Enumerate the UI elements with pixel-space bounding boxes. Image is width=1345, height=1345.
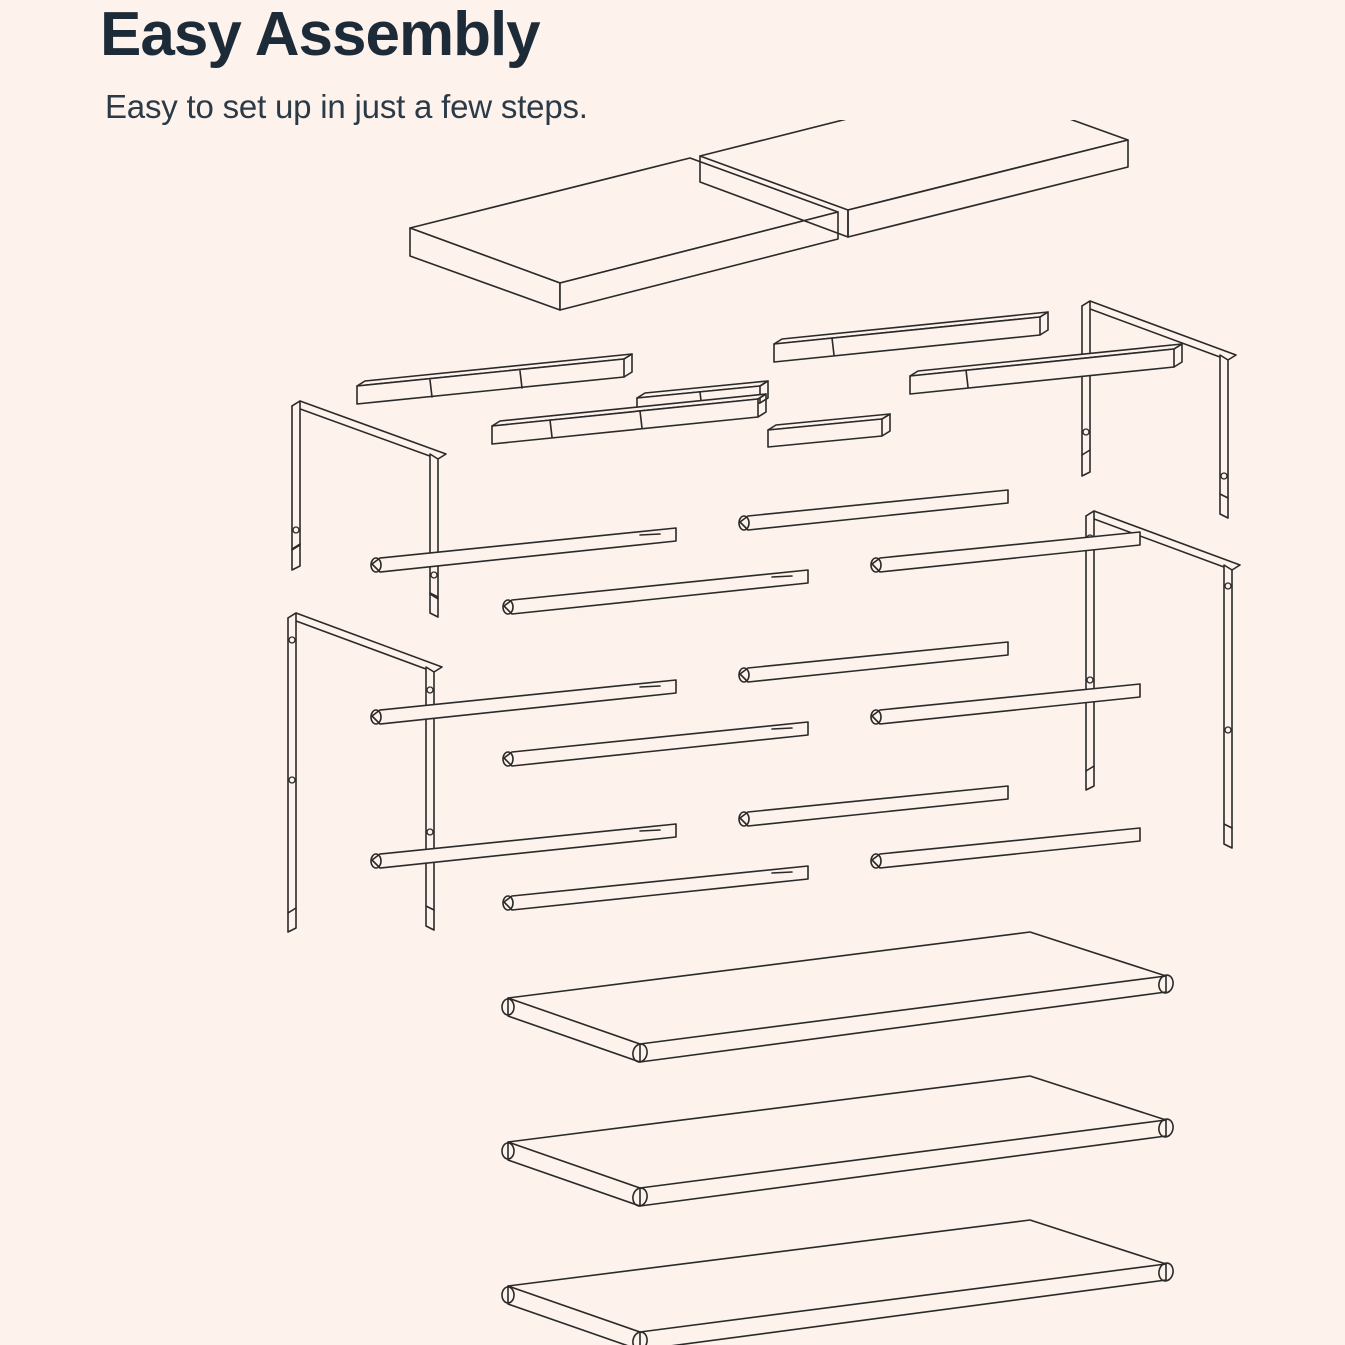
long-tube xyxy=(871,828,1140,868)
mesh-shelf xyxy=(502,1220,1175,1345)
mesh-shelf xyxy=(502,932,1175,1063)
long-tube xyxy=(739,490,1008,530)
side-frame-upper-right xyxy=(1082,301,1236,518)
long-tube xyxy=(871,684,1140,724)
long-tube xyxy=(503,570,808,614)
long-tube xyxy=(871,532,1140,572)
connector-bar xyxy=(492,394,766,444)
side-frame-lower-right xyxy=(1086,511,1240,848)
long-tube xyxy=(371,528,676,572)
exploded-assembly-diagram xyxy=(0,120,1345,1345)
long-tube xyxy=(739,642,1008,682)
side-frame-lower-left xyxy=(288,613,442,932)
long-tube xyxy=(739,786,1008,826)
page-subtitle: Easy to set up in just a few steps. xyxy=(105,88,588,125)
connector-bar xyxy=(910,344,1182,394)
long-tube xyxy=(503,866,808,910)
connector-bar xyxy=(768,414,890,447)
connector-bar xyxy=(357,354,632,404)
side-frame-upper-left xyxy=(292,401,446,617)
connector-bar xyxy=(774,312,1048,362)
long-tube xyxy=(503,722,808,766)
page-title: Easy Assembly xyxy=(100,0,540,69)
long-tube xyxy=(371,824,676,868)
mesh-shelf xyxy=(502,1076,1175,1207)
long-tube xyxy=(371,680,676,724)
